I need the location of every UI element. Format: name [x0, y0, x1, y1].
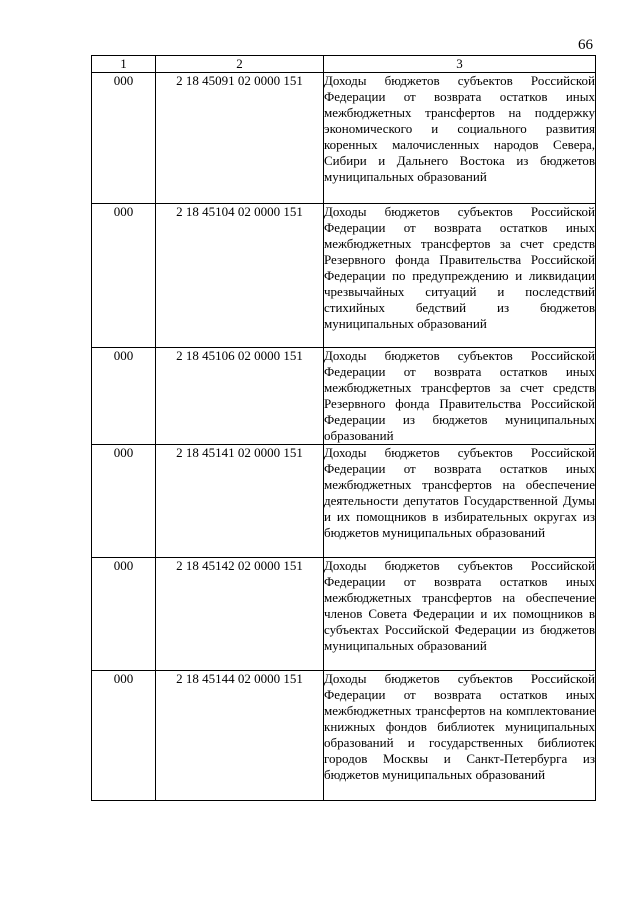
budget-code-cell: 2 18 45141 02 0000 151: [156, 445, 324, 558]
table-row: [92, 671, 596, 801]
budget-code-cell: 2 18 45144 02 0000 151: [156, 671, 324, 801]
table-row: [92, 204, 596, 348]
table-row: [92, 445, 596, 558]
table-row: [92, 73, 596, 204]
column-header-admin: 1: [92, 56, 156, 73]
budget-code-cell: 2 18 45104 02 0000 151: [156, 204, 324, 348]
column-header-code: 2: [156, 56, 324, 73]
page-number: 66: [578, 37, 593, 53]
table-row: [92, 558, 596, 671]
description-cell: Доходы бюджетов субъектов Российской Федерации от возврата остатков иных межбюджетных трансфертов на комплектование книжных фондов библиотек муниципальных образований и государственных библиотек городов Москвы и Санкт-Петербурга из бюджетов муниципальных образований: [324, 671, 596, 801]
admin-code-cell: 000: [92, 348, 156, 445]
budget-classification-table: [91, 55, 596, 801]
admin-code-cell: 000: [92, 671, 156, 801]
admin-code-cell: 000: [92, 445, 156, 558]
admin-code-cell: 000: [92, 204, 156, 348]
budget-code-cell: 2 18 45091 02 0000 151: [156, 73, 324, 204]
budget-code-cell: 2 18 45142 02 0000 151: [156, 558, 324, 671]
admin-code-cell: 000: [92, 558, 156, 671]
description-cell: Доходы бюджетов субъектов Российской Федерации от возврата остатков иных межбюджетных трансфертов за счет средств Резервного фонда Правительства Российской Федерации по предупреждению и ликвидации чрезвычайных ситуаций и последствий стихийных бедствий из бюджетов муниципальных образований: [324, 204, 596, 348]
table-row: [92, 348, 596, 445]
budget-code-cell: 2 18 45106 02 0000 151: [156, 348, 324, 445]
description-cell: Доходы бюджетов субъектов Российской Федерации от возврата остатков иных межбюджетных трансфертов на поддержку экономического и социального развития коренных малочисленных народов Севера, Сибири и Дальнего Востока из бюджетов муниципальных образований: [324, 73, 596, 204]
table-header-row: [92, 56, 596, 73]
admin-code-cell: 000: [92, 73, 156, 204]
column-header-description: 3: [324, 56, 596, 73]
description-cell: Доходы бюджетов субъектов Российской Федерации от возврата остатков иных межбюджетных трансфертов за счет средств Резервного фонда Правительства Российской Федерации из бюджетов муниципальных образований: [324, 348, 595, 443]
description-cell: Доходы бюджетов субъектов Российской Федерации от возврата остатков иных межбюджетных трансфертов на обеспечение членов Совета Федерации и их помощников в субъектах Российской Федерации из бюджетов муниципальных образований: [324, 558, 596, 671]
description-cell: Доходы бюджетов субъектов Российской Федерации от возврата остатков иных межбюджетных трансфертов на обеспечение деятельности депутатов Государственной Думы и их помощников в избирательных округах из бюджетов муниципальных образований: [324, 445, 596, 558]
